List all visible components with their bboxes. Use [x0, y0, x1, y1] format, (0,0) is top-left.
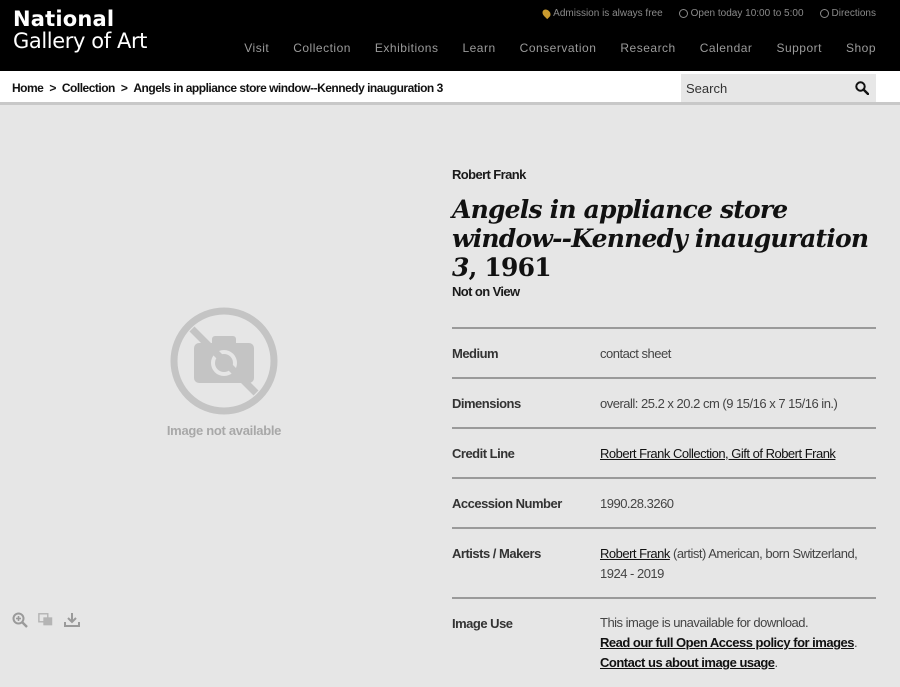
breadcrumb-separator: > [120, 81, 128, 95]
image-placeholder [166, 307, 282, 438]
admission-label: Admission is always free [553, 8, 663, 19]
hours-label: Open today 10:00 to 5:00 [690, 8, 804, 19]
breadcrumb-separator: > [49, 81, 56, 95]
tag-icon [541, 8, 552, 19]
image-tools [12, 612, 80, 628]
medium-label: Medium [452, 346, 499, 361]
dimensions-value: overall: 25.2 x 20.2 cm (9 15/16 x 7 15/16 in.) [600, 396, 838, 411]
image-use-value: This image is unavailable for download. Read our full Open Access policy for images. Contact us about image usage. [600, 613, 876, 687]
breadcrumb [12, 81, 443, 95]
detail-row-image-use [452, 597, 876, 687]
image-unavailable-caption: Image not available [166, 423, 282, 438]
hours-link[interactable] [679, 8, 804, 19]
nav-support[interactable]: Support [776, 41, 822, 55]
nav-collection[interactable]: Collection [293, 41, 351, 55]
camera-unavailable-icon [170, 307, 278, 415]
detail-row-accession [452, 477, 876, 527]
logo-line1: National [13, 7, 115, 31]
accession-value: 1990.28.3260 [600, 496, 674, 511]
nav-research[interactable]: Research [620, 41, 676, 55]
search-box [681, 74, 876, 102]
open-access-policy-link[interactable]: Read our full Open Access policy for images [600, 635, 854, 650]
medium-value: contact sheet [600, 346, 671, 361]
directions-link[interactable] [820, 8, 876, 19]
breadcrumb-home[interactable]: Home [12, 81, 44, 95]
compare-icon[interactable] [38, 612, 54, 628]
object-details [452, 327, 876, 687]
nav-learn[interactable]: Learn [462, 41, 496, 55]
dimensions-label: Dimensions [452, 396, 521, 411]
credit-label: Credit Line [452, 446, 515, 461]
accession-label: Accession Number [452, 496, 562, 511]
breadcrumb-collection[interactable]: Collection [61, 81, 115, 95]
image-use-label: Image Use [452, 616, 513, 631]
artists-value [600, 544, 876, 597]
credit-line-link[interactable]: Robert Frank Collection, Gift of Robert Frank [600, 446, 836, 461]
download-icon[interactable] [64, 612, 80, 628]
admission-link[interactable] [543, 8, 662, 19]
artist-link[interactable]: Robert Frank [600, 546, 670, 561]
location-icon [820, 9, 829, 18]
directions-label: Directions [831, 8, 876, 19]
utility-bar [543, 8, 876, 19]
detail-row-artists [452, 527, 876, 597]
artist-name[interactable]: Robert Frank [452, 167, 526, 182]
contact-image-usage-link[interactable]: Contact us about image usage [600, 655, 775, 670]
nav-conservation[interactable]: Conservation [519, 41, 597, 55]
breadcrumb-bar [0, 71, 900, 105]
detail-row-credit [452, 427, 876, 477]
artwork-year: , 1961 [468, 253, 551, 282]
main-nav [244, 41, 876, 55]
nav-exhibitions[interactable]: Exhibitions [374, 41, 439, 55]
logo[interactable] [13, 9, 147, 52]
view-status: Not on View [452, 284, 520, 299]
clock-icon [679, 9, 688, 18]
search-input[interactable] [681, 74, 846, 102]
artwork-title-text: Angels in appliance store window--Kennedy inauguration 3 [452, 195, 869, 282]
image-use-text: This image is unavailable for download. [600, 615, 809, 630]
zoom-in-icon[interactable] [12, 612, 28, 628]
detail-row-medium [452, 327, 876, 377]
nav-visit[interactable]: Visit [244, 41, 270, 55]
nav-calendar[interactable]: Calendar [699, 41, 753, 55]
detail-row-dimensions [452, 377, 876, 427]
logo-line2: Gallery of Art [13, 29, 148, 53]
artists-label: Artists / Makers [452, 546, 541, 561]
site-header [0, 0, 900, 71]
nav-shop[interactable]: Shop [845, 41, 876, 55]
artwork-title [452, 195, 872, 282]
artist-info: (artist) American, born Switzerland, 1924 - 2019 [600, 546, 858, 581]
breadcrumb-current: Angels in appliance store window--Kennedy inauguration 3 [133, 81, 443, 95]
search-icon[interactable] [855, 81, 869, 95]
